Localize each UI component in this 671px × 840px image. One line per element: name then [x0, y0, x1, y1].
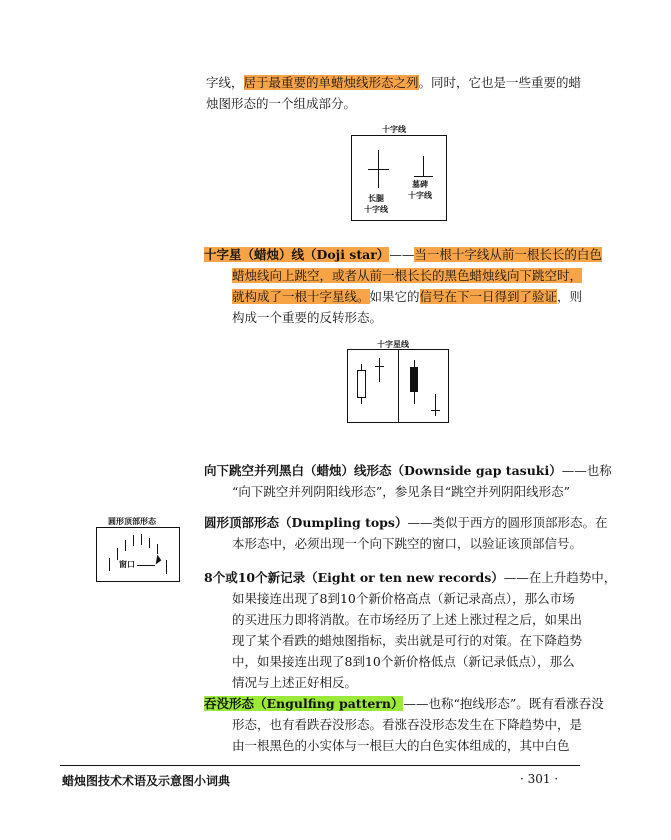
highlight: 就构成了一根十字星线。: [232, 289, 370, 304]
paragraph-downside-gap-tasuki: 向下跳空并列黑白（蜡烛）线形态（Downside gap tasuki）——也称 “向下跳空并列阴阳线形态”，参见条目“跳空并列阴阳线形态”: [204, 463, 612, 499]
term-new-records: 8个或10个新记录（Eight or ten new records）: [204, 570, 504, 585]
figure-dumpling-title: 圆形顶部形态: [108, 516, 156, 526]
figure-doji-star-title: 十字星线: [377, 339, 409, 349]
term-downside-gap-tasuki: 向下跳空并列黑白（蜡烛）线形态（Downside gap tasuki）: [204, 463, 562, 478]
term-doji-star: 十字星（蜡烛）线（Doji star）: [204, 247, 390, 262]
paragraph-doji-star: 十字星（蜡烛）线（Doji star）——当一根十字线从前一根长长的白色 蜡烛线向上跳空，或者从前一根长长的黑色蜡烛线向下跳空时， 就构成了一根十字星线。如果它的信号在下一日得到了验证，则 构成一个重要的反转形态。: [204, 247, 602, 325]
footer-title: 蜡烛图技术术语及示意图小词典: [62, 774, 231, 788]
label-gravestone-doji: 墓碑 十字线: [408, 179, 432, 200]
term-dumpling-tops: 圆形顶部形态（Dumpling tops）: [204, 515, 408, 530]
paragraph-engulfing: 吞没形态（Engulfing pattern）——也称“抱线形态”。既有看涨吞没 形态，也有看跌吞没形态。看涨吞没形态发生在下降趋势中，是 由一根黑色的小实体与一根巨大的白色实体组成的，其中白色: [204, 696, 604, 753]
figure-doji-title: 十字线: [382, 124, 406, 134]
figure-dumpling-top: [96, 527, 180, 582]
figure-doji: [351, 135, 447, 221]
footer-rule: [60, 765, 580, 766]
paragraph-dumpling-tops: 圆形顶部形态（Dumpling tops）——类似于西方的圆形顶部形态。在 本形态中，必须出现一个向下跳空的窗口，以验证该顶部信号。: [204, 515, 608, 551]
figure-doji-star: [347, 349, 449, 423]
label-window: 窗口: [119, 559, 135, 569]
highlight: 居于最重要的单蜡烛线形态之列: [243, 75, 419, 90]
term-engulfing: 吞没形态（Engulfing pattern）: [204, 696, 404, 711]
highlight: 蜡烛线向上跳空，或者从前一根长长的黑色蜡烛线向下跳空时，: [232, 268, 583, 283]
highlight: 信号在下一日得到了验证: [419, 289, 558, 304]
paragraph-doji-intro: 字线，居于最重要的单蜡烛线形态之列。同时，它也是一些重要的蜡 烛图形态的一个组成部分。: [206, 75, 582, 111]
highlight: 当一根十字线从前一根长长的白色: [414, 247, 602, 262]
paragraph-new-records: 8个或10个新记录（Eight or ten new records）——在上升趋势中， 如果接连出现了8到10个新价格高点（新记录高点），那么市场 的买进压力即将消散。在市场经历了上述上涨过程之后，如果出 现了某个看跌的蜡烛图指标，卖出就是可行的对策。在下降趋势 中，如果接连出现了8到10个新价格低点（新记录低点），那么 情况与上述正好相反。: [204, 570, 617, 690]
page-number: · 301 ·: [520, 772, 559, 786]
arrow-icon: [152, 555, 162, 565]
label-long-legged-doji: 长腿 十字线: [364, 193, 388, 214]
